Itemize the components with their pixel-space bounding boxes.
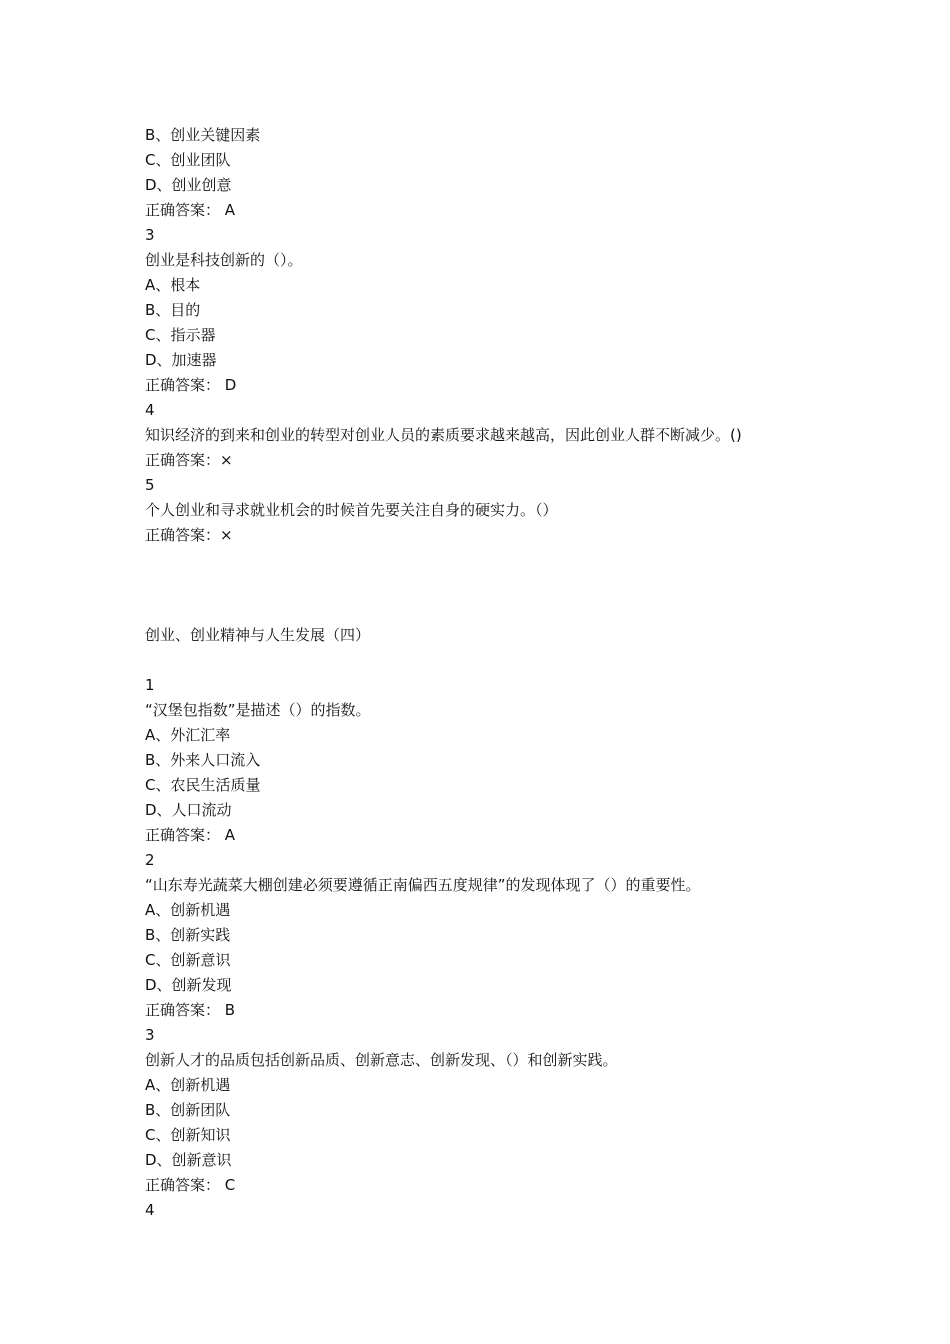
- correct-answer: 正确答案：×: [145, 451, 233, 469]
- answer-option: D、人口流动: [145, 801, 232, 819]
- question-block-1: [145, 123, 845, 548]
- answer-option: A、创新机遇: [145, 901, 231, 919]
- answer-option: D、创新发现: [145, 976, 232, 994]
- answer-option: B、创业关键因素: [145, 126, 261, 144]
- answer-option: C、创新意识: [145, 951, 231, 969]
- question-number: 1: [145, 676, 155, 694]
- spacer: [145, 548, 845, 623]
- answer-option: C、创业团队: [145, 151, 231, 169]
- answer-option: D、创业创意: [145, 176, 232, 194]
- section-title: 创业、创业精神与人生发展（四）: [145, 626, 371, 644]
- correct-answer: 正确答案：×: [145, 526, 233, 544]
- spacer: [145, 648, 845, 673]
- answer-option: B、创新团队: [145, 1101, 231, 1119]
- correct-answer: 正确答案： B: [145, 1001, 236, 1019]
- question-number: 4: [145, 401, 155, 419]
- answer-option: D、创新意识: [145, 1151, 232, 1169]
- question-text: 个人创业和寻求就业机会的时候首先要关注自身的硬实力。（）: [145, 501, 558, 519]
- answer-option: B、创新实践: [145, 926, 231, 944]
- answer-option: C、农民生活质量: [145, 776, 261, 794]
- question-text: 创业是科技创新的（）。: [145, 251, 303, 269]
- question-number: 4: [145, 1201, 155, 1219]
- question-text: “汉堡包指数”是描述（）的指数。: [145, 701, 371, 719]
- answer-option: C、创新知识: [145, 1126, 231, 1144]
- answer-option: A、创新机遇: [145, 1076, 231, 1094]
- correct-answer: 正确答案： A: [145, 201, 236, 219]
- correct-answer: 正确答案： A: [145, 826, 236, 844]
- question-text: 创新人才的品质包括创新品质、创新意志、创新发现、（）和创新实践。: [145, 1051, 618, 1069]
- answer-option: C、指示器: [145, 326, 216, 344]
- answer-option: B、外来人口流入: [145, 751, 261, 769]
- answer-option: D、加速器: [145, 351, 217, 369]
- question-block-2: [145, 673, 845, 1223]
- question-text: “山东寿光蔬菜大棚创建必须要遵循正南偏西五度规律”的发现体现了（）的重要性。: [145, 876, 701, 894]
- document-page: [145, 123, 845, 1223]
- question-number: 3: [145, 1026, 155, 1044]
- answer-option: B、目的: [145, 301, 201, 319]
- correct-answer: 正确答案： C: [145, 1176, 236, 1194]
- question-text: 知识经济的到来和创业的转型对创业人员的素质要求越来越高，因此创业人群不断减少。(): [145, 426, 742, 444]
- question-number: 2: [145, 851, 155, 869]
- answer-option: A、外汇汇率: [145, 726, 231, 744]
- correct-answer: 正确答案： D: [145, 376, 237, 394]
- answer-option: A、根本: [145, 276, 201, 294]
- question-number: 5: [145, 476, 155, 494]
- question-number: 3: [145, 226, 155, 244]
